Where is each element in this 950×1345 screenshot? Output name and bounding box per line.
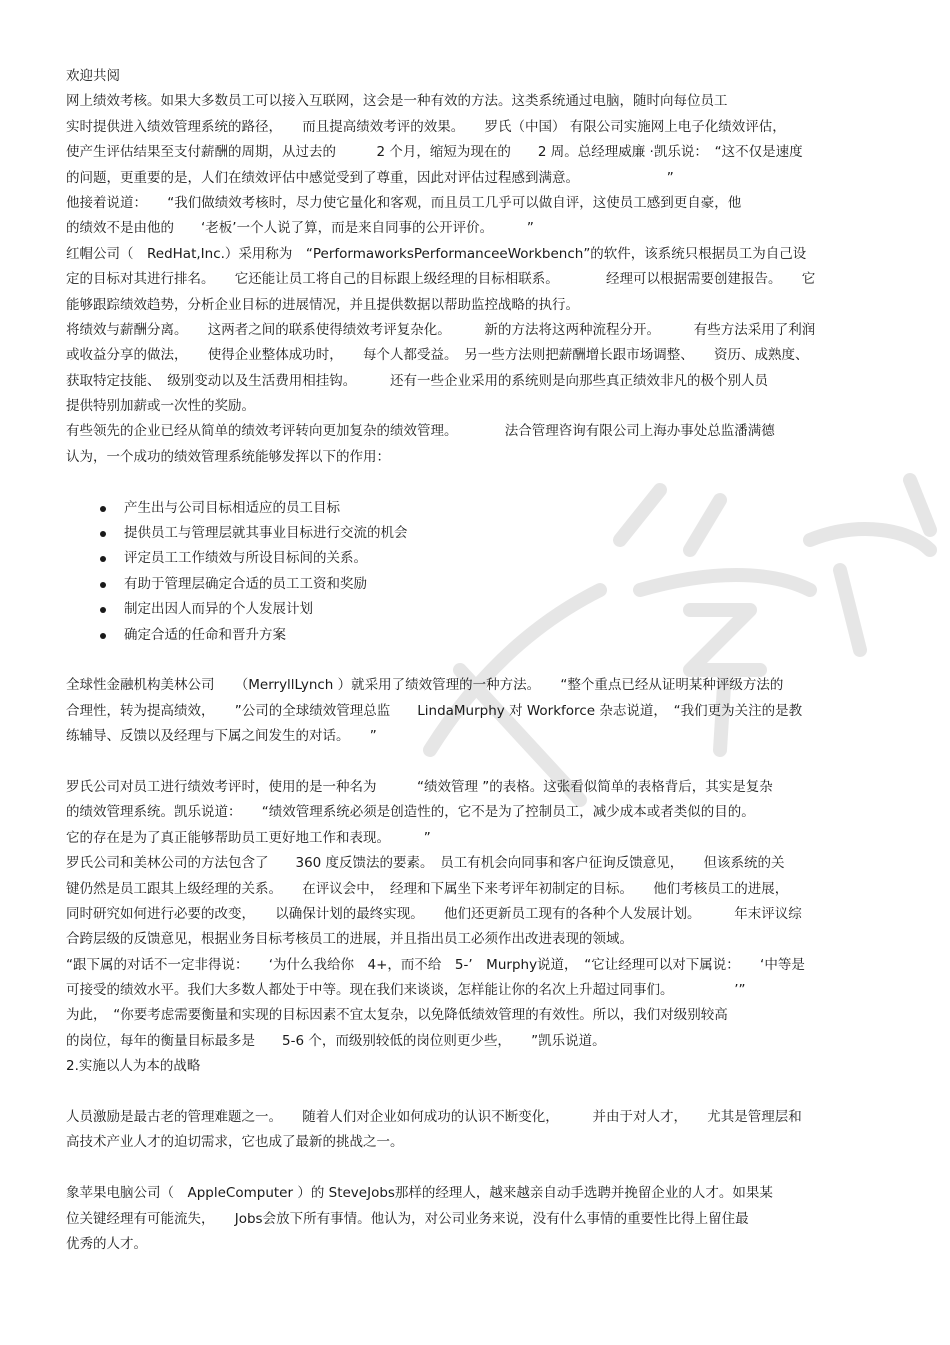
text-line: 有些领先的企业已经从简单的绩效考评转向更加复杂的绩效管理。 法合管理咨询有限公司上海办事处总监潘满德 [66, 423, 775, 440]
text-line: 键仍然是员工跟其上级经理的关系。 在评议会中， 经理和下属坐下来考评年初制定的目标。 他们考核员工的进展， [66, 880, 789, 897]
text-line: “跟下属的对话不一定非得说： ‘为什么我给你 4+，而不给 5-’ Murphy说道， “它让经理可以对下属说： ‘中等是 [66, 956, 805, 973]
section-merrill-lynch [66, 673, 886, 749]
bullet-list [66, 496, 886, 648]
text-line: 能够跟踪绩效趋势，分析企业目标的进展情况，并且提供数据以帮助监控战略的执行。 [66, 296, 579, 313]
text-line: 人员激励是最古老的管理难题之一。 随着人们对企业如何成功的认识不断变化， 并由于对人才， 尤其是管理层和 [66, 1109, 802, 1126]
text-line: 位关键经理有可能流失， Jobs会放下所有事情。他认为，对公司业务来说，没有什么事情的重要性比得上留住最 [66, 1210, 749, 1227]
list-item-text: 确定合适的任命和晋升方案 [124, 626, 286, 643]
text-line: 合理性，转为提高绩效， ”公司的全球绩效管理总监 LindaMurphy 对 Workforce 杂志说道， “我们更为关注的是教 [66, 702, 803, 719]
text-line: 实时提供进入绩效管理系统的路径， 而且提高绩效考评的效果。 罗氏（中国） 有限公司实施网上电子化绩效评估， [66, 118, 786, 135]
text-line: 可接受的绩效水平。我们大多数人都处于中等。现在我们来谈谈，怎样能让你的名次上升超过同事们。 ’” [66, 982, 746, 999]
text-line: 他接着说道： “我们做绩效考核时，尽力使它量化和客观，而且员工几乎可以做自评，这使员工感到更自豪，他 [66, 194, 742, 211]
text-line: 高技术产业人才的迫切需求，它也成了最新的挑战之一。 [66, 1134, 404, 1151]
text-line: 为此， “你要考虑需要衡量和实现的目标因素不宜太复杂，以免降低绩效管理的有效性。所以，我们对级别较高 [66, 1007, 728, 1024]
text-line: 罗氏公司和美林公司的方法包含了 360 度反馈法的要素。 员工有机会向同事和客户征询反馈意见， 但该系统的关 [66, 855, 785, 872]
text-line: 提供特别加薪或一次性的奖励。 [66, 398, 255, 415]
list-item [66, 521, 886, 546]
text-line: 同时研究如何进行必要的改变， 以确保计划的最终实现。 他们还更新员工现有的各种个人发展计划。 年末评议综 [66, 905, 802, 922]
text-line: 练辅导、反馈以及经理与下属之间发生的对话。 ” [66, 728, 377, 745]
section-roche [66, 775, 886, 1054]
header-label: 欢迎共阅 [66, 68, 120, 84]
text-line: 网上绩效考核。如果大多数员工可以接入互联网，这会是一种有效的方法。这类系统通过电脑，随时向每位员工 [66, 93, 728, 110]
list-item [66, 597, 886, 622]
text-line: 合跨层级的反馈意见，根据业务目标考核员工的进展，并且指出员工必须作出改进表现的领域。 [66, 931, 633, 948]
text-line: 的绩效不是由他的 ‘老板’一个人说了算，而是来自同事的公开评价。 ” [66, 220, 534, 237]
text-line: 的问题，更重要的是，人们在绩效评估中感觉受到了尊重，因此对评估过程感到满意。 ” [66, 169, 674, 186]
list-item-text: 评定员工工作绩效与所设目标间的关系。 [124, 550, 367, 567]
text-line: 的岗位，每年的衡量目标最多是 5-6 个，而级别较低的岗位则更少些， ”凯乐说道。 [66, 1032, 606, 1049]
section-online-appraisal [66, 89, 886, 470]
document-page [66, 64, 886, 1257]
section-apple [66, 1181, 886, 1257]
list-item-text: 制定出因人而异的个人发展计划 [124, 601, 313, 618]
text-line: 它的存在是为了真正能够帮助员工更好地工作和表现。 ” [66, 829, 431, 846]
list-item [66, 623, 886, 648]
list-item-text: 提供员工与管理层就其事业目标进行交流的机会 [124, 525, 408, 542]
text-line: 认为，一个成功的绩效管理系统能够发挥以下的作用： [66, 448, 390, 465]
list-item [66, 572, 886, 597]
section-heading: 2.实施以人为本的战略 [66, 1058, 201, 1075]
text-line: 或收益分享的做法， 使得企业整体成功时， 每个人都受益。 另一些方法则把薪酬增长跟市场调整、 资历、成熟度、 [66, 347, 809, 364]
text-line: 定的目标对其进行排名。 它还能让员工将自己的目标跟上级经理的目标相联系。 经理可以根据需要创建报告。 它 [66, 271, 816, 288]
text-line: 优秀的人才。 [66, 1235, 147, 1252]
text-line: 的绩效管理系统。凯乐说道： “绩效管理系统必须是创造性的，它不是为了控制员工，减少成本或者类似的目的。 [66, 804, 755, 821]
text-line: 红帽公司（ RedHat,Inc.）采用称为 “PerformaworksPerformanceeWorkbench”的软件，该系统只根据员工为自己设 [66, 245, 807, 262]
list-item [66, 546, 886, 571]
text-line: 获取特定技能、 级别变动以及生活费用相挂钩。 还有一些企业采用的系统则是向那些真正绩效非凡的极个别人员 [66, 372, 768, 389]
list-item [66, 496, 886, 521]
text-line: 罗氏公司对员工进行绩效考评时，使用的是一种名为 “绩效管理 ”的表格。这张看似简单的表格背后，其实是复杂 [66, 778, 773, 795]
section-motivation [66, 1105, 886, 1156]
list-item-text: 有助于管理层确定合适的员工工资和奖励 [124, 575, 367, 592]
text-line: 使产生评估结果至支付薪酬的周期，从过去的 2 个月，缩短为现在的 2 周。总经理威廉 ·凯乐说： “这不仅是速度 [66, 144, 803, 161]
text-line: 象苹果电脑公司（ AppleComputer ）的 SteveJobs那样的经理人，越来越亲自动手选聘并挽留企业的人才。如果某 [66, 1185, 773, 1202]
text-line: 全球性金融机构美林公司 （MerryllLynch ）就采用了绩效管理的一种方法。 “整个重点已经从证明某种评级方法的 [66, 677, 784, 694]
list-item-text: 产生出与公司目标相适应的员工目标 [124, 499, 340, 516]
text-line: 将绩效与薪酬分离。 这两者之间的联系使得绩效考评复杂化。 新的方法将这两种流程分开。 有些方法采用了利润 [66, 321, 816, 338]
